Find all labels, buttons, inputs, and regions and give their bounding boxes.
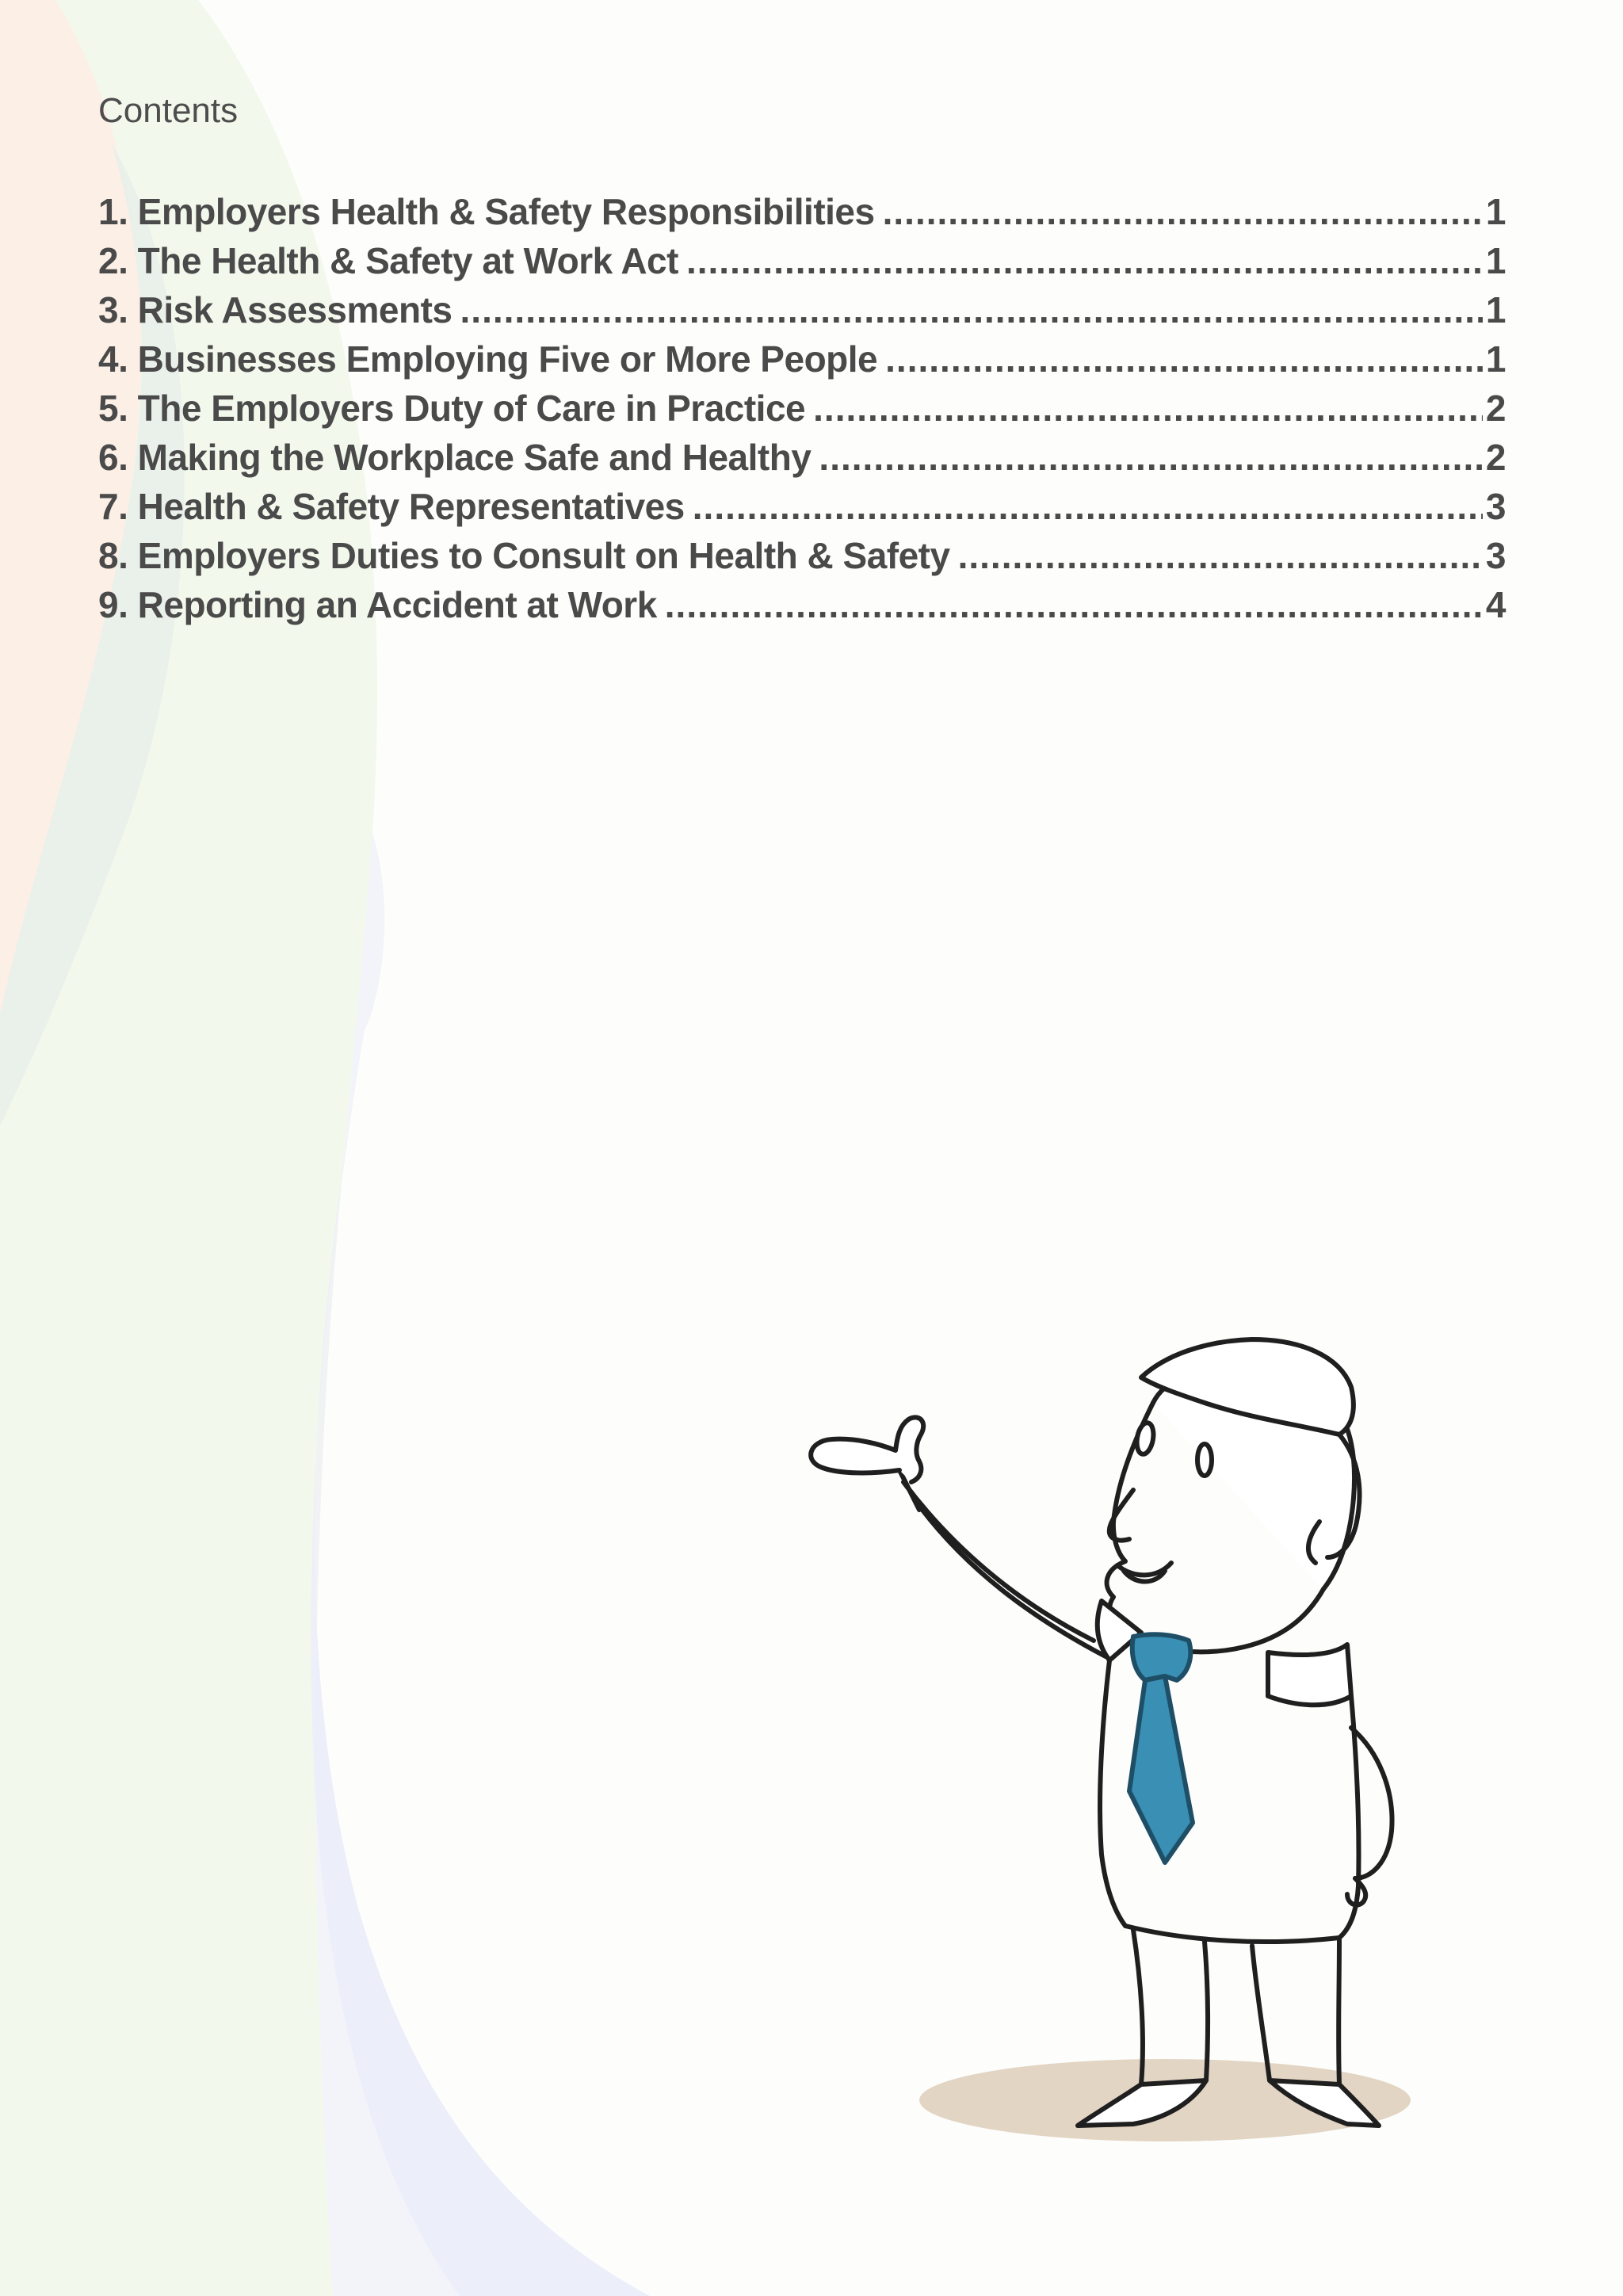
toc-dot-leader — [460, 288, 1483, 331]
toc-entry-label: 8. Employers Duties to Consult on Health & Safety — [98, 535, 950, 576]
toc-entry-label: 7. Health & Safety Representatives — [98, 486, 685, 527]
toc-entry-page: 2 — [1485, 437, 1506, 478]
contents-heading: Contents — [98, 91, 239, 130]
toc-entry[interactable] — [98, 436, 1506, 485]
toc-dot-leader — [883, 190, 1483, 233]
toc-dot-leader — [813, 387, 1483, 430]
toc-entry-label: 5. The Employers Duty of Care in Practice — [98, 388, 806, 429]
toc-entry-page: 1 — [1485, 338, 1506, 380]
toc-dot-leader — [885, 338, 1483, 380]
toc-entry-label: 3. Risk Assessments — [98, 289, 453, 330]
toc-entry-page: 1 — [1485, 240, 1506, 281]
toc-entry-label: 2. The Health & Safety at Work Act — [98, 240, 678, 281]
toc-entry[interactable] — [98, 338, 1506, 387]
toc-entry-label: 6. Making the Workplace Safe and Healthy — [98, 437, 812, 478]
toc-dot-leader — [693, 485, 1483, 528]
toc-entry[interactable] — [98, 239, 1506, 288]
toc-entry[interactable] — [98, 485, 1506, 534]
toc-entry-page: 1 — [1485, 289, 1506, 330]
toc-entry[interactable] — [98, 288, 1506, 338]
toc-entry-page: 3 — [1485, 486, 1506, 527]
toc-entry-page: 2 — [1485, 388, 1506, 429]
toc-dot-leader — [958, 534, 1483, 577]
toc-entry-page: 3 — [1485, 535, 1506, 576]
toc-entry-label: 9. Reporting an Accident at Work — [98, 584, 657, 625]
businessman-presenting-illustration — [792, 1284, 1442, 2164]
toc-entry[interactable] — [98, 190, 1506, 239]
toc-entry-label: 1. Employers Health & Safety Responsibilities — [98, 191, 875, 232]
toc-entry-page: 1 — [1485, 191, 1506, 232]
toc-entry[interactable] — [98, 583, 1506, 632]
toc-entry-label: 4. Businesses Employing Five or More People — [98, 338, 878, 380]
toc-dot-leader — [686, 239, 1483, 282]
toc-entry-page: 4 — [1485, 584, 1506, 625]
table-of-contents — [98, 190, 1506, 632]
toc-dot-leader — [819, 436, 1482, 479]
toc-dot-leader — [665, 583, 1483, 626]
toc-entry[interactable] — [98, 534, 1506, 583]
toc-entry[interactable] — [98, 387, 1506, 436]
